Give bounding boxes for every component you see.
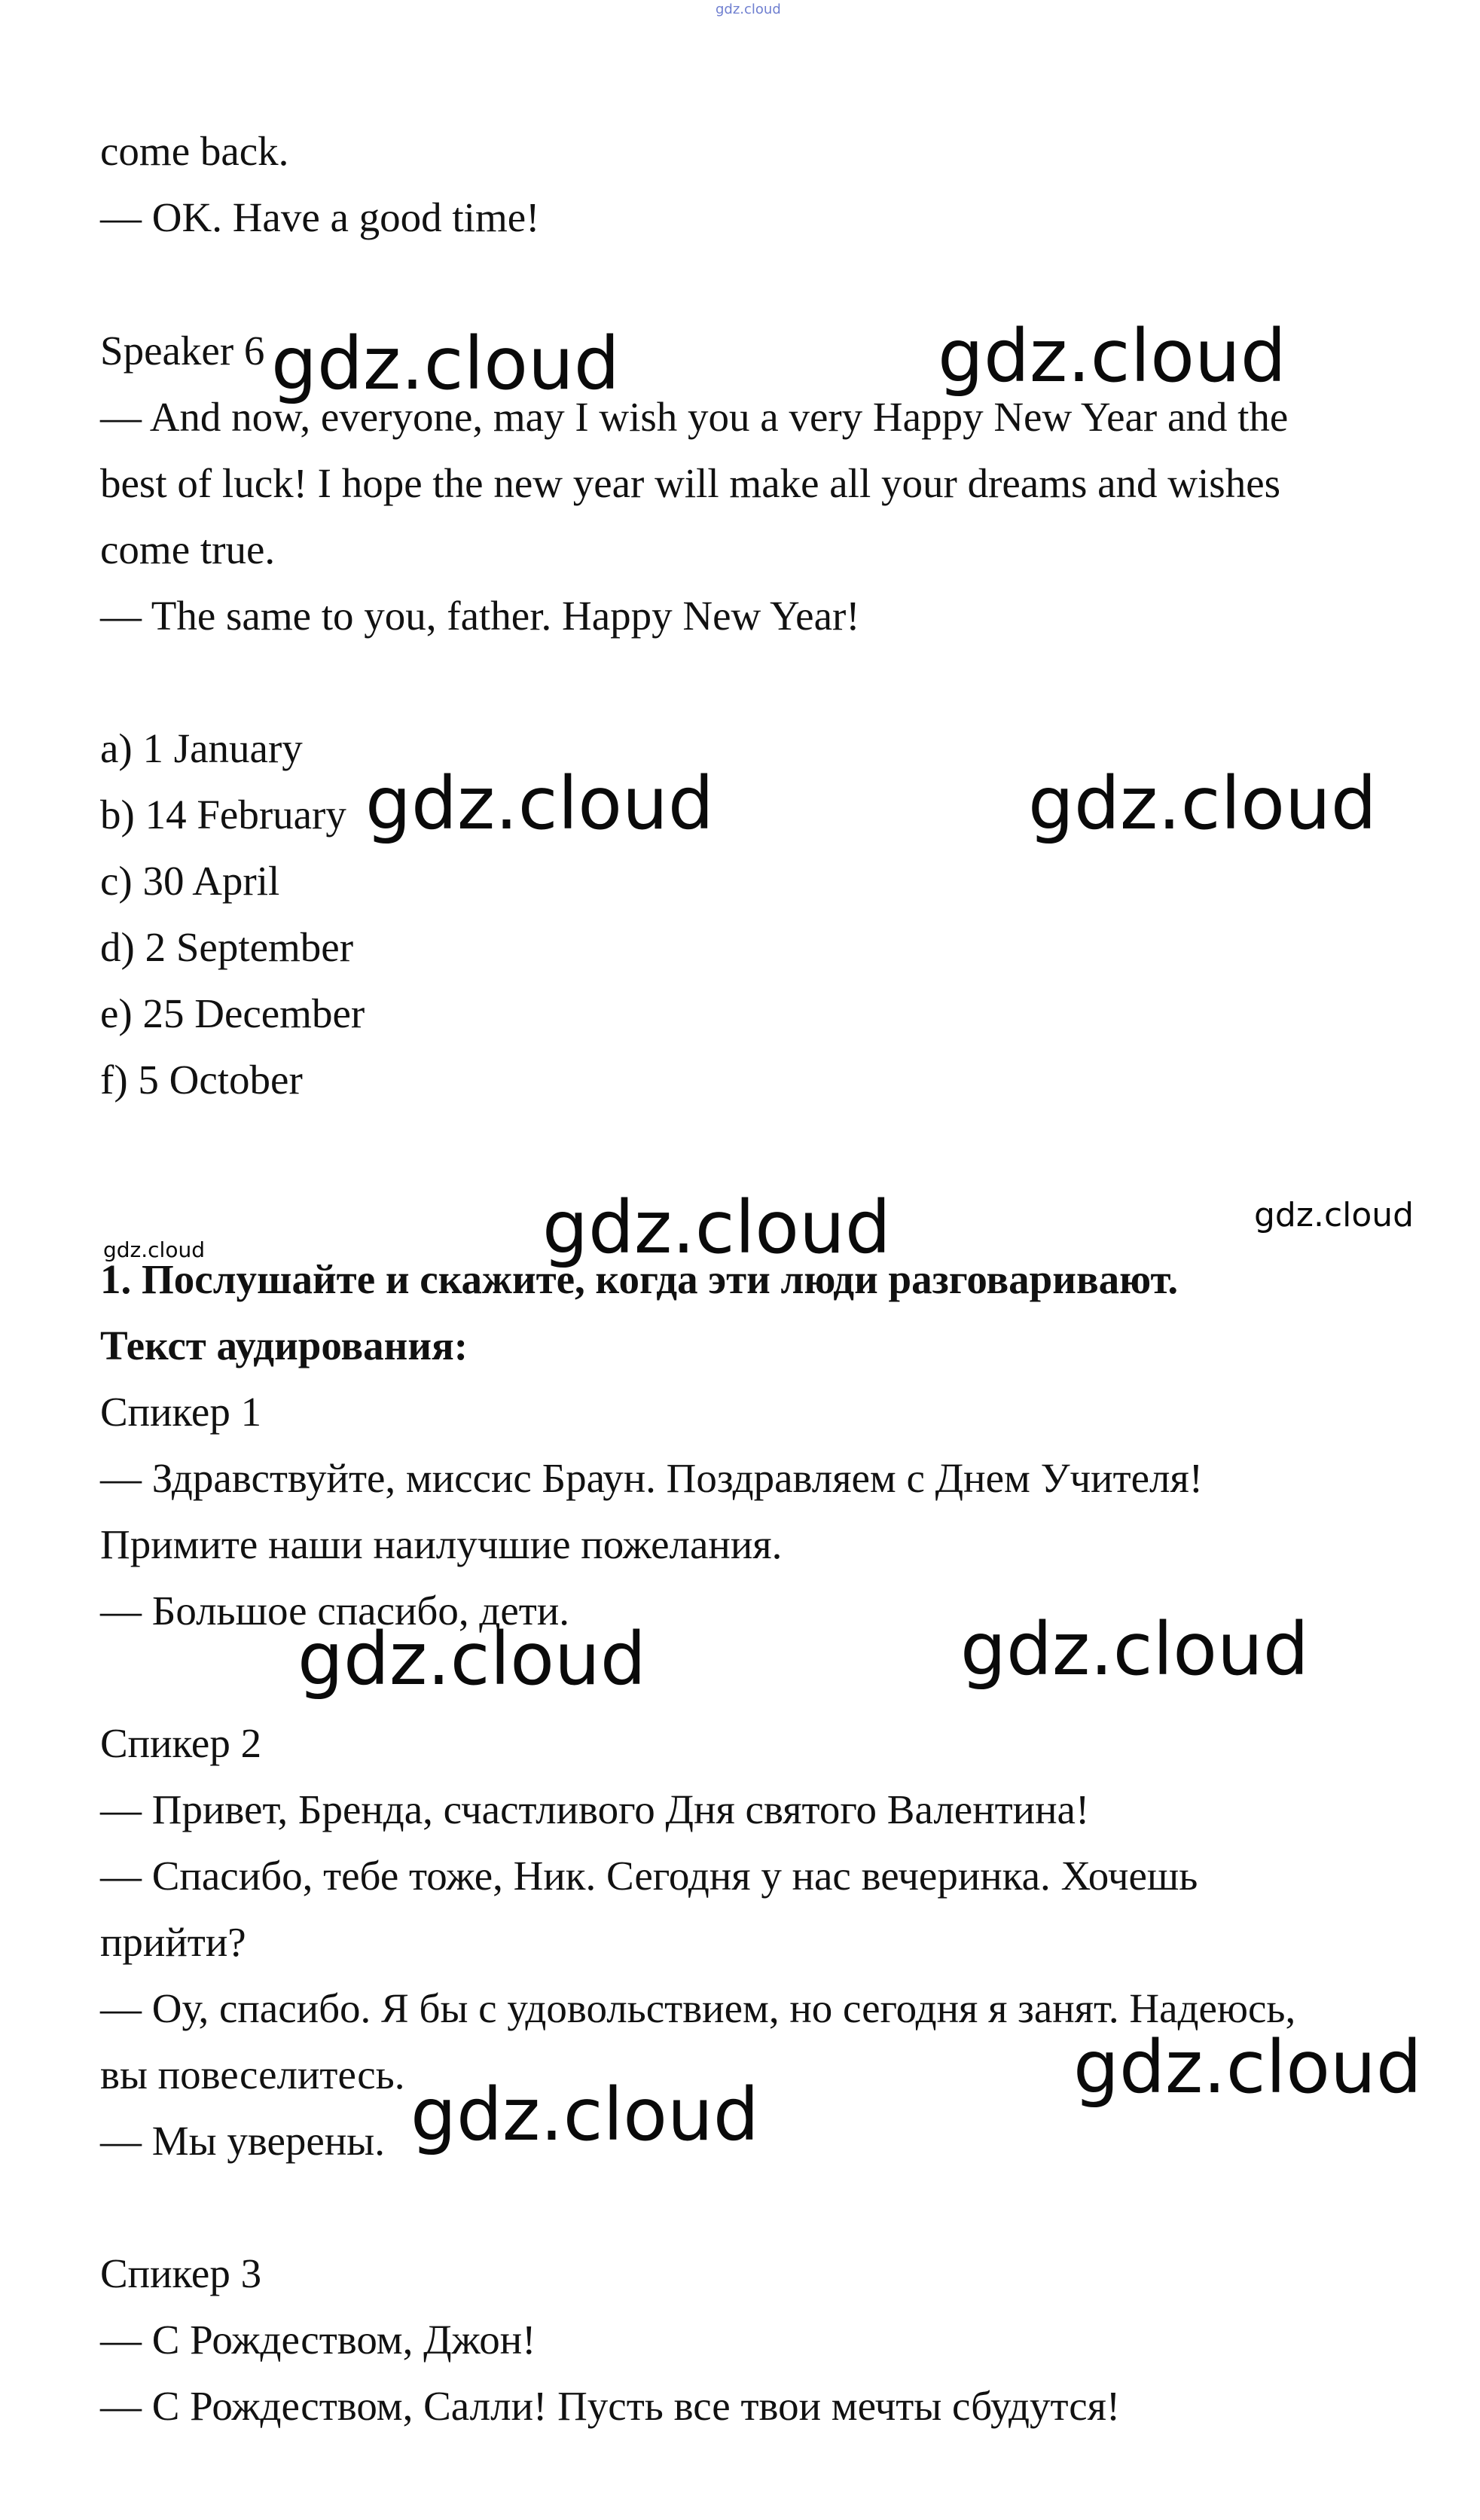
watermark-6: gdz.cloud bbox=[1254, 1196, 1414, 1234]
speaker3-line-2: — С Рождеством, Салли! Пусть все твои мечты сбудутся! bbox=[100, 2383, 1121, 2429]
watermark-9: gdz.cloud bbox=[960, 1607, 1309, 1692]
speaker3-label: Спикер 3 bbox=[100, 2250, 262, 2296]
option-f: f) 5 October bbox=[100, 1057, 303, 1103]
watermark-11: gdz.cloud bbox=[410, 2073, 759, 2157]
speaker6-line-3: come true. bbox=[100, 526, 276, 572]
option-b: b) 14 February bbox=[100, 792, 346, 837]
speaker3-line-1: — С Рождеством, Джон! bbox=[100, 2317, 536, 2363]
speaker6-line-4: — The same to you, father. Happy New Year! bbox=[100, 593, 860, 639]
speaker2-line-1: — Привет, Бренда, счастливого Дня святого Валентина! bbox=[100, 1786, 1090, 1832]
speaker2-label: Спикер 2 bbox=[100, 1720, 262, 1766]
watermark-3: gdz.cloud bbox=[365, 761, 714, 846]
speaker6-line-1: — And now, everyone, may I wish you a very Happy New Year and the bbox=[100, 394, 1289, 440]
watermark-4: gdz.cloud bbox=[1028, 761, 1377, 846]
watermark-1: gdz.cloud bbox=[271, 322, 620, 406]
speaker2-line-3: прийти? bbox=[100, 1919, 246, 1965]
speaker2-line-6: — Мы уверены. bbox=[100, 2118, 385, 2164]
watermark-7: gdz.cloud bbox=[103, 1237, 205, 1262]
watermark-2: gdz.cloud bbox=[938, 314, 1286, 398]
speaker6-line-2: best of luck! I hope the new year will make all your dreams and wishes bbox=[100, 460, 1281, 506]
option-c: c) 30 April bbox=[100, 858, 280, 904]
speaker1-line-1: — Здравствуйте, миссис Браун. Поздравляем с Днем Учителя! bbox=[100, 1455, 1204, 1501]
watermark-top: gdz.cloud bbox=[716, 2, 781, 17]
speaker6-label: Speaker 6 bbox=[100, 328, 265, 374]
speaker1-line-2: Примите наши наилучшие пожелания. bbox=[100, 1521, 783, 1567]
option-a: a) 1 January bbox=[100, 725, 303, 771]
speaker2-line-4: — Оу, спасибо. Я бы с удовольствием, но сегодня я занят. Надеюсь, bbox=[100, 1985, 1296, 2031]
speaker2-line-2: — Спасибо, тебе тоже, Ник. Сегодня у нас вечеринка. Хочешь bbox=[100, 1853, 1198, 1899]
speaker1-line-3: — Большое спасибо, дети. bbox=[100, 1588, 570, 1634]
continuation-line-2: — OK. Have a good time! bbox=[100, 194, 540, 240]
option-e: e) 25 December bbox=[100, 990, 365, 1036]
speaker2-line-5: вы повеселитесь. bbox=[100, 2052, 405, 2097]
speaker1-label: Спикер 1 bbox=[100, 1389, 262, 1435]
watermark-10: gdz.cloud bbox=[1073, 2025, 1422, 2110]
watermark-8: gdz.cloud bbox=[298, 1617, 646, 1701]
watermark-5: gdz.cloud bbox=[542, 1185, 891, 1270]
task-title: 1. Послушайте и скажите, когда эти люди разговаривают. bbox=[100, 1256, 1179, 1302]
continuation-line-1: come back. bbox=[100, 128, 289, 174]
transcript-title: Текст аудирования: bbox=[100, 1323, 468, 1368]
option-d: d) 2 September bbox=[100, 924, 354, 970]
